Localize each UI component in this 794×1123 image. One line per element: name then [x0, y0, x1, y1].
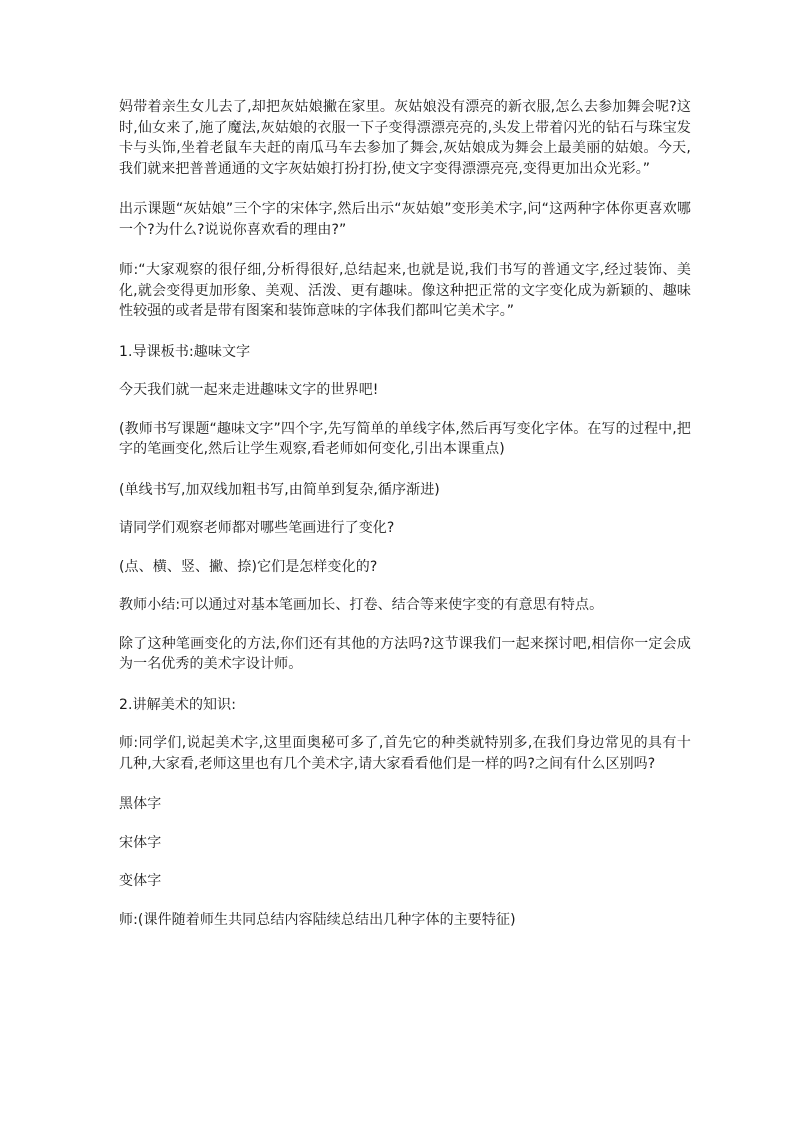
font-item-bianti: 变体字 — [119, 873, 162, 889]
paragraph-enter-world: 今天我们就一起来走进趣味文字的世界吧! — [119, 382, 379, 398]
font-item-songti: 宋体字 — [119, 834, 162, 851]
paragraph-teacher-writing: (教师书写课题“趣味文字”四个字,先写简单的单线字体,然后再写变化字体。在写的过程中,把字的笔画变化,然后让学生观察,看老师如何变化,引出本课重点) — [119, 420, 691, 457]
paragraph-teacher-conclusion: 教师小结:可以通过对基本笔画加长、打卷、结合等来使字变的有意思有特点。 — [119, 597, 604, 613]
paragraph-story-continuation: 妈带着亲生女儿去了,却把灰姑娘撇在家里。灰姑娘没有漂亮的新衣服,怎么去参加舞会呢?这时,仙女来了,施了魔法,灰姑娘的衣服一下子变得漂漂亮亮的,头发上带着闪光的钻石与珠宝发卡与头饰,坐着老鼠车夫赶的南瓜马车去参加了舞会,灰姑娘成为舞会上最美丽的姑娘。今天,我们就来把普普通通的文字灰姑娘打扮打扮,使文字变得漂漂亮亮,变得更加出众光彩。” — [119, 99, 691, 177]
heading-lesson-intro: 1.导课板书:趣味文字 — [119, 343, 251, 360]
font-item-heiti: 黑体字 — [119, 796, 162, 812]
document-page — [119, 97, 691, 930]
paragraph-teacher-summary-art-font: 师:“大家观察的很仔细,分析得很好,总结起来,也就是说,我们书写的普通文字,经过装饰、美化,就会变得更加形象、美观、活泼、更有趣味。像这种把正常的文字变化成为新颖的、趣味性较强的或者是带有图案和装饰意味的字体我们都叫它美术字。” — [119, 262, 691, 319]
paragraph-show-topic: 出示课题“灰姑娘”三个字的宋体字,然后出示“灰姑娘”变形美术字,问“这两种字体你更喜欢哪一个?为什么?说说你喜欢看的理由?” — [119, 201, 691, 238]
paragraph-stroke-types: (点、横、竖、撇、捺)它们是怎样变化的? — [119, 558, 378, 575]
paragraph-observe-strokes: 请同学们观察老师都对哪些笔画进行了变化? — [119, 520, 395, 536]
paragraph-courseware-summary: 师:(课件随着师生共同总结内容陆续总结出几种字体的主要特征) — [119, 911, 516, 928]
heading-explain-art-knowledge: 2.讲解美术的知识: — [119, 696, 237, 713]
paragraph-writing-method: (单线书写,加双线加粗书写,由简单到复杂,循序渐进) — [119, 481, 440, 498]
paragraph-art-font-types: 师:同学们,说起美术字,这里面奥秘可多了,首先它的种类就特别多,在我们身边常见的具有十几种,大家看,老师这里也有几个美术字,请大家看看他们是一样的吗?之间有什么区别吗? — [119, 735, 691, 772]
paragraph-other-methods: 除了这种笔画变化的方法,你们还有其他的方法吗?这节课我们一起来探讨吧,相信你一定会成为一名优秀的美术字设计师。 — [119, 635, 691, 672]
